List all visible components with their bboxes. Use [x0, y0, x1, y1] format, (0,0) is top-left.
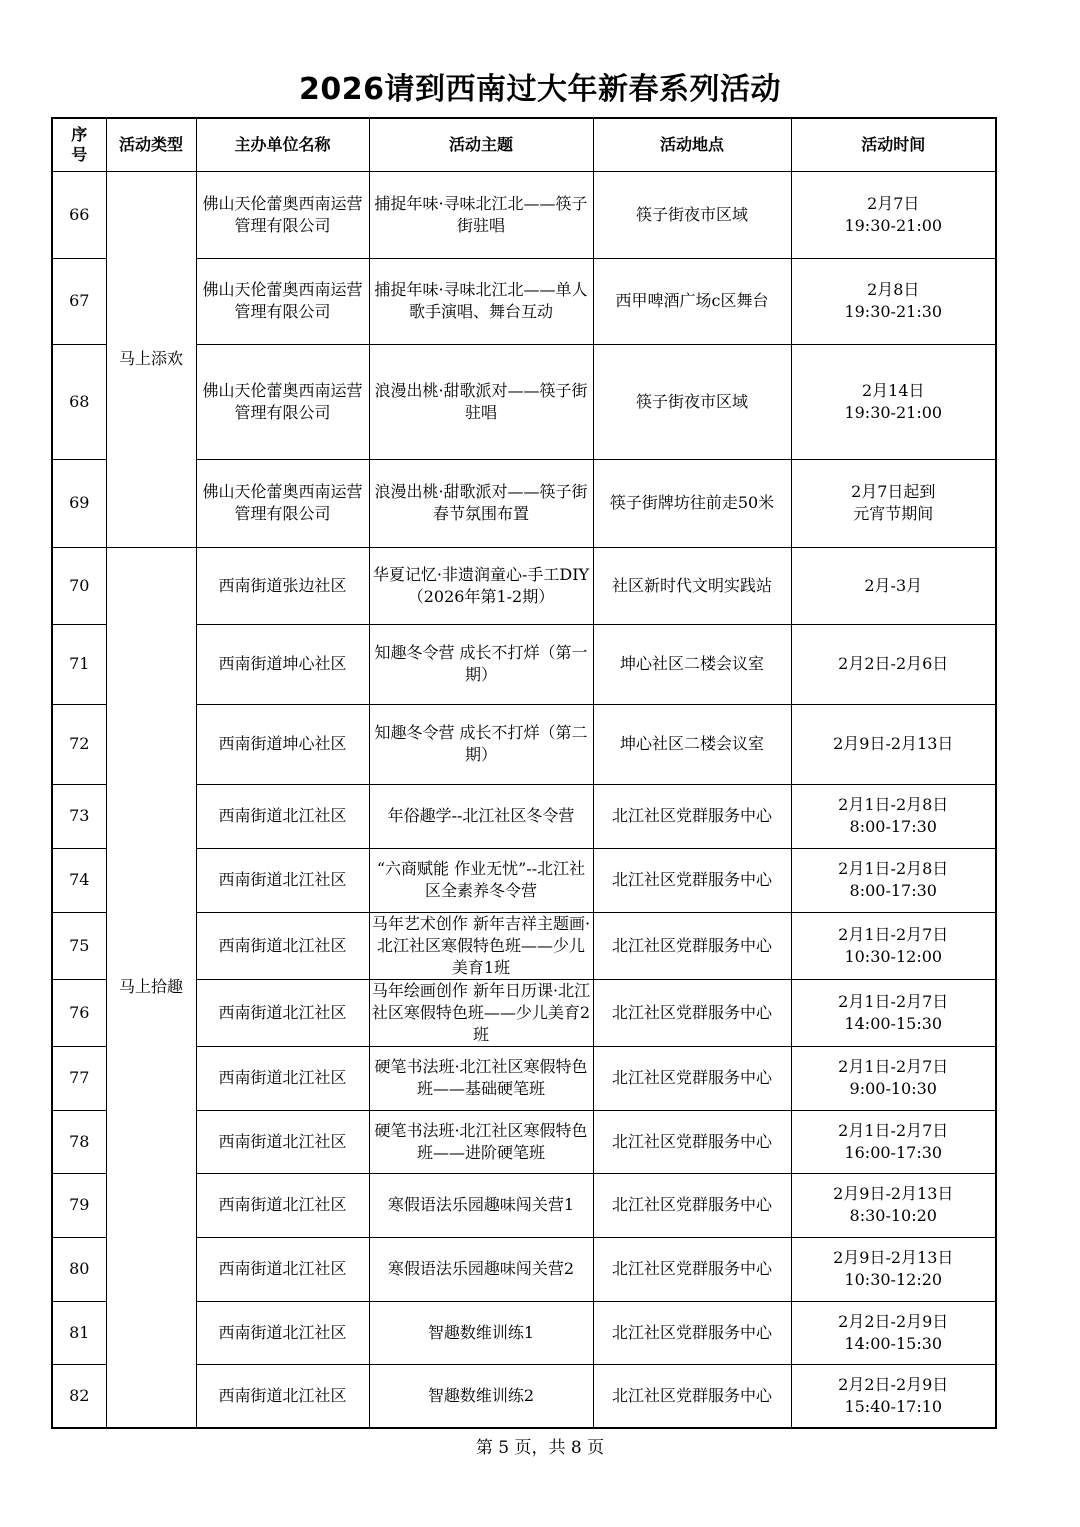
- header-number: 序号: [52, 118, 106, 171]
- theme-cell: 马年艺术创作 新年吉祥主题画·北江社区寒假特色班——少儿美育1班: [369, 912, 593, 979]
- theme-cell: 捕捉年味·寻味北江北——单人歌手演唱、舞台互动: [369, 258, 593, 344]
- row-number: 70: [52, 547, 106, 624]
- theme-cell: 智趣数维训练2: [369, 1364, 593, 1428]
- row-number: 78: [52, 1110, 106, 1173]
- activity-table: [51, 117, 997, 1429]
- row-number: 73: [52, 784, 106, 848]
- row-number: 79: [52, 1173, 106, 1237]
- time-cell: 2月14日 19:30-21:00: [791, 344, 996, 459]
- organizer-cell: 西南街道北江社区: [196, 1173, 369, 1237]
- organizer-cell: 佛山天伦蕾奥西南运营管理有限公司: [196, 459, 369, 547]
- header-time: 活动时间: [791, 118, 996, 171]
- row-number: 80: [52, 1237, 106, 1301]
- organizer-cell: 佛山天伦蕾奥西南运营管理有限公司: [196, 171, 369, 258]
- location-cell: 北江社区党群服务中心: [593, 1301, 791, 1364]
- location-cell: 北江社区党群服务中心: [593, 848, 791, 912]
- theme-cell: 智趣数维训练1: [369, 1301, 593, 1364]
- time-cell: 2月9日-2月13日 8:30-10:20: [791, 1173, 996, 1237]
- organizer-cell: 佛山天伦蕾奥西南运营管理有限公司: [196, 258, 369, 344]
- location-cell: 北江社区党群服务中心: [593, 1173, 791, 1237]
- time-cell: 2月1日-2月7日 14:00-15:30: [791, 979, 996, 1046]
- time-cell: 2月2日-2月6日: [791, 624, 996, 704]
- organizer-cell: 西南街道坤心社区: [196, 704, 369, 784]
- theme-cell: 马年绘画创作 新年日历课·北江社区寒假特色班——少儿美育2班: [369, 979, 593, 1046]
- organizer-cell: 西南街道北江社区: [196, 848, 369, 912]
- row-number: 77: [52, 1046, 106, 1110]
- header-organizer: 主办单位名称: [196, 118, 369, 171]
- theme-cell: 年俗趣学--北江社区冬令营: [369, 784, 593, 848]
- location-cell: 北江社区党群服务中心: [593, 979, 791, 1046]
- theme-cell: 浪漫出桃·甜歌派对——筷子街春节氛围布置: [369, 459, 593, 547]
- organizer-cell: 西南街道北江社区: [196, 1301, 369, 1364]
- row-number: 76: [52, 979, 106, 1046]
- table-row: [52, 171, 996, 258]
- organizer-cell: 西南街道张边社区: [196, 547, 369, 624]
- time-cell: 2月1日-2月8日 8:00-17:30: [791, 784, 996, 848]
- theme-cell: 浪漫出桃·甜歌派对——筷子街驻唱: [369, 344, 593, 459]
- location-cell: 筷子街夜市区域: [593, 171, 791, 258]
- theme-cell: 知趣冬令营 成长不打烊（第一期）: [369, 624, 593, 704]
- time-cell: 2月9日-2月13日: [791, 704, 996, 784]
- location-cell: 坤心社区二楼会议室: [593, 624, 791, 704]
- organizer-cell: 西南街道北江社区: [196, 1046, 369, 1110]
- row-number: 68: [52, 344, 106, 459]
- time-cell: 2月2日-2月9日 14:00-15:30: [791, 1301, 996, 1364]
- activity-type-cell: 马上拾趣: [106, 547, 196, 1428]
- row-number: 71: [52, 624, 106, 704]
- theme-cell: 硬笔书法班·北江社区寒假特色班——基础硬笔班: [369, 1046, 593, 1110]
- organizer-cell: 西南街道北江社区: [196, 1364, 369, 1428]
- organizer-cell: 西南街道北江社区: [196, 979, 369, 1046]
- page-footer: 第 5 页，共 8 页: [475, 1438, 605, 1458]
- location-cell: 北江社区党群服务中心: [593, 784, 791, 848]
- time-cell: 2月-3月: [791, 547, 996, 624]
- time-cell: 2月7日 19:30-21:00: [791, 171, 996, 258]
- location-cell: 筷子街夜市区域: [593, 344, 791, 459]
- organizer-cell: 佛山天伦蕾奥西南运营管理有限公司: [196, 344, 369, 459]
- organizer-cell: 西南街道北江社区: [196, 912, 369, 979]
- header-theme: 活动主题: [369, 118, 593, 171]
- time-cell: 2月7日起到 元宵节期间: [791, 459, 996, 547]
- theme-cell: 寒假语法乐园趣味闯关营1: [369, 1173, 593, 1237]
- row-number: 82: [52, 1364, 106, 1428]
- theme-cell: 寒假语法乐园趣味闯关营2: [369, 1237, 593, 1301]
- row-number: 66: [52, 171, 106, 258]
- time-cell: 2月2日-2月9日 15:40-17:10: [791, 1364, 996, 1428]
- theme-cell: 华夏记忆·非遗润童心-手工DIY（2026年第1-2期）: [369, 547, 593, 624]
- row-number: 72: [52, 704, 106, 784]
- location-cell: 北江社区党群服务中心: [593, 1364, 791, 1428]
- time-cell: 2月8日 19:30-21:30: [791, 258, 996, 344]
- time-cell: 2月1日-2月7日 10:30-12:00: [791, 912, 996, 979]
- table-row: [52, 547, 996, 624]
- time-cell: 2月1日-2月7日 9:00-10:30: [791, 1046, 996, 1110]
- time-cell: 2月1日-2月7日 16:00-17:30: [791, 1110, 996, 1173]
- organizer-cell: 西南街道北江社区: [196, 784, 369, 848]
- theme-cell: “六商赋能 作业无忧”--北江社区全素养冬令营: [369, 848, 593, 912]
- row-number: 81: [52, 1301, 106, 1364]
- row-number: 74: [52, 848, 106, 912]
- table-header-row: [52, 118, 996, 171]
- location-cell: 坤心社区二楼会议室: [593, 704, 791, 784]
- organizer-cell: 西南街道坤心社区: [196, 624, 369, 704]
- activity-type-cell: 马上添欢: [106, 171, 196, 547]
- row-number: 69: [52, 459, 106, 547]
- organizer-cell: 西南街道北江社区: [196, 1237, 369, 1301]
- header-type: 活动类型: [106, 118, 196, 171]
- time-cell: 2月9日-2月13日 10:30-12:20: [791, 1237, 996, 1301]
- theme-cell: 硬笔书法班·北江社区寒假特色班——进阶硬笔班: [369, 1110, 593, 1173]
- location-cell: 北江社区党群服务中心: [593, 1110, 791, 1173]
- location-cell: 北江社区党群服务中心: [593, 1237, 791, 1301]
- header-location: 活动地点: [593, 118, 791, 171]
- page-title: 2026请到西南过大年新春系列活动: [299, 72, 781, 107]
- row-number: 67: [52, 258, 106, 344]
- location-cell: 北江社区党群服务中心: [593, 912, 791, 979]
- theme-cell: 知趣冬令营 成长不打烊（第二期）: [369, 704, 593, 784]
- location-cell: 筷子街牌坊往前走50米: [593, 459, 791, 547]
- location-cell: 北江社区党群服务中心: [593, 1046, 791, 1110]
- row-number: 75: [52, 912, 106, 979]
- theme-cell: 捕捉年味·寻味北江北——筷子街驻唱: [369, 171, 593, 258]
- time-cell: 2月1日-2月8日 8:00-17:30: [791, 848, 996, 912]
- location-cell: 社区新时代文明实践站: [593, 547, 791, 624]
- location-cell: 西甲啤酒广场c区舞台: [593, 258, 791, 344]
- organizer-cell: 西南街道北江社区: [196, 1110, 369, 1173]
